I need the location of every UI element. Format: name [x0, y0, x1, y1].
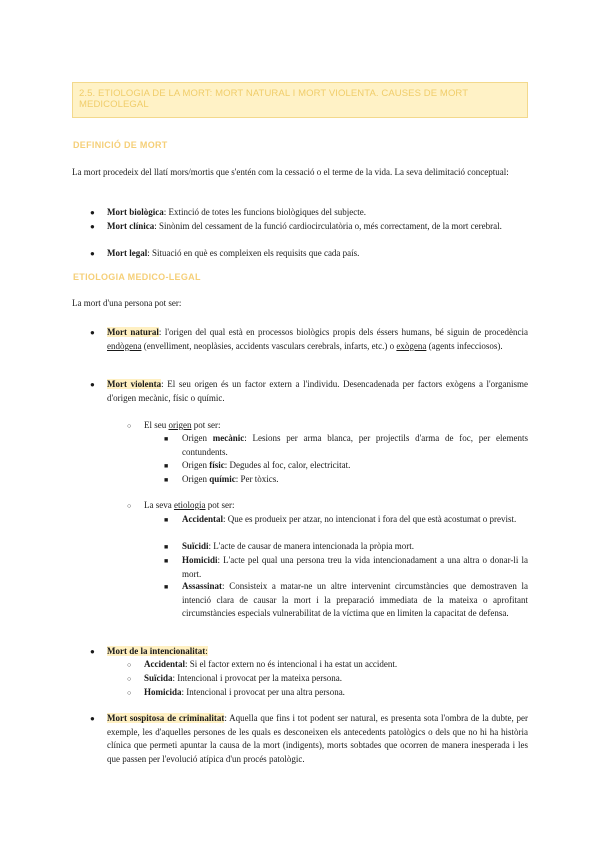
sublist-heading-etiologia: La seva etiologia pot ser:	[144, 500, 235, 510]
bullet-disc: ●	[90, 249, 95, 258]
list-item: Origen mecànic: Lesions per arma blanca, per projectils d'arma de foc, per elements contundents.	[182, 433, 528, 457]
bullet-disc: ●	[90, 714, 95, 723]
section-heading-etiologia: ETIOLOGIA MEDICO-LEGAL	[73, 272, 201, 282]
sublist-heading-origen: El seu origen pot ser:	[144, 420, 221, 430]
list-item: Homicidi: L'acte pel qual una persona treu la vida intencionadament a una altra o donar-li la mort.	[182, 555, 528, 579]
bullet-disc: ●	[90, 328, 95, 337]
bullet-square: ■	[164, 516, 169, 524]
bullet-disc: ●	[90, 647, 95, 656]
bullet-square: ■	[164, 557, 169, 565]
bullet-square: ■	[164, 462, 169, 470]
bullet-circle: ○	[127, 675, 132, 683]
list-item: Accidental: Si el factor extern no és intencional i ha estat un accident.	[144, 659, 398, 669]
list-item-mort-violenta: Mort violenta: El seu origen és un factor extern a l'individu. Desencadenada per factors exògens a l'organisme d'origen mecànic, físic o químic.	[107, 379, 529, 403]
list-item: Suïcida: Intencional i provocat per la mateixa persona.	[144, 673, 342, 683]
section-heading-definicio: DEFINICIÓ DE MORT	[73, 140, 168, 150]
etiologia-intro: La mort d'una persona pot ser:	[72, 298, 182, 308]
list-item: Origen físic: Degudes al foc, calor, electricitat.	[182, 460, 351, 470]
list-item: Mort biològica: Extinció de totes les funcions biològiques del subjecte.	[107, 207, 366, 217]
bullet-circle: ○	[127, 422, 132, 430]
bullet-disc: ●	[90, 380, 95, 389]
bullet-square: ■	[164, 543, 169, 551]
bullet-square: ■	[164, 583, 169, 591]
bullet-disc: ●	[90, 208, 95, 217]
list-item: Suïcidi: L'acte de causar de manera intencionada la pròpia mort.	[182, 541, 415, 551]
list-item: Homicida: Intencional i provocat per una altra persona.	[144, 687, 345, 697]
list-item: Origen químic: Per tòxics.	[182, 474, 279, 484]
bullet-disc: ●	[90, 222, 95, 231]
list-item: Mort legal: Situació en què es compleixen els requisits que cada país.	[107, 248, 360, 258]
page-title: 2.5. ETIOLOGIA DE LA MORT: MORT NATURAL I MORT VIOLENTA. CAUSES DE MORT MEDICOLEGAL	[72, 82, 528, 118]
bullet-circle: ○	[127, 689, 132, 697]
list-item: Mort clínica: Sinònim del cessament de la funció cardiocirculatòria o, més correctament, de la mort cerebral.	[107, 221, 502, 231]
list-item-mort-sospitosa: Mort sospitosa de criminalitat: Aquella que fins i tot podent ser natural, es presenta sota l'ombra de la dubte, per exemple, les d'aquelles persones de les quals es desconeixen els antecedents patològics o dels que no hi ha història clínica que permeti apuntar la causa de la mort (indigents), morts sobtades que ocorren de manera inesperada i les que passen per l'evolució atípica d'un procés patològic.	[107, 713, 529, 764]
list-item: Assassinat: Consisteix a matar-ne un altre intervenint circumstàncies que demostraven la intenció clara de causar la mort i la preparació immediata de la mateixa o aprofitant circumstàncies especials vulnerabilitat de la víctima que en limiten la capacitat de defensa.	[182, 581, 528, 618]
bullet-square: ■	[164, 476, 169, 484]
bullet-circle: ○	[127, 502, 132, 510]
list-item-mort-natural: Mort natural: l'origen del qual està en processos biològics propis dels éssers humans, bé siguin de procedència endògena (envelliment, neoplàsies, accidents vasculars cerebrals, infarts, etc.) o exògena (agents infecciosos).	[107, 327, 528, 351]
bullet-square: ■	[164, 435, 169, 443]
definicio-intro: La mort procedeix del llatí mors/mortis que s'entén com la cessació o el terme de la vida. La seva delimitació conceptual:	[72, 167, 509, 177]
list-item: Accidental: Que es produeix per atzar, no intencionat i fora del que està acostumat o previst.	[182, 514, 517, 524]
bullet-circle: ○	[127, 661, 132, 669]
list-item-intencionalitat: Mort de la intencionalitat:	[107, 646, 208, 656]
